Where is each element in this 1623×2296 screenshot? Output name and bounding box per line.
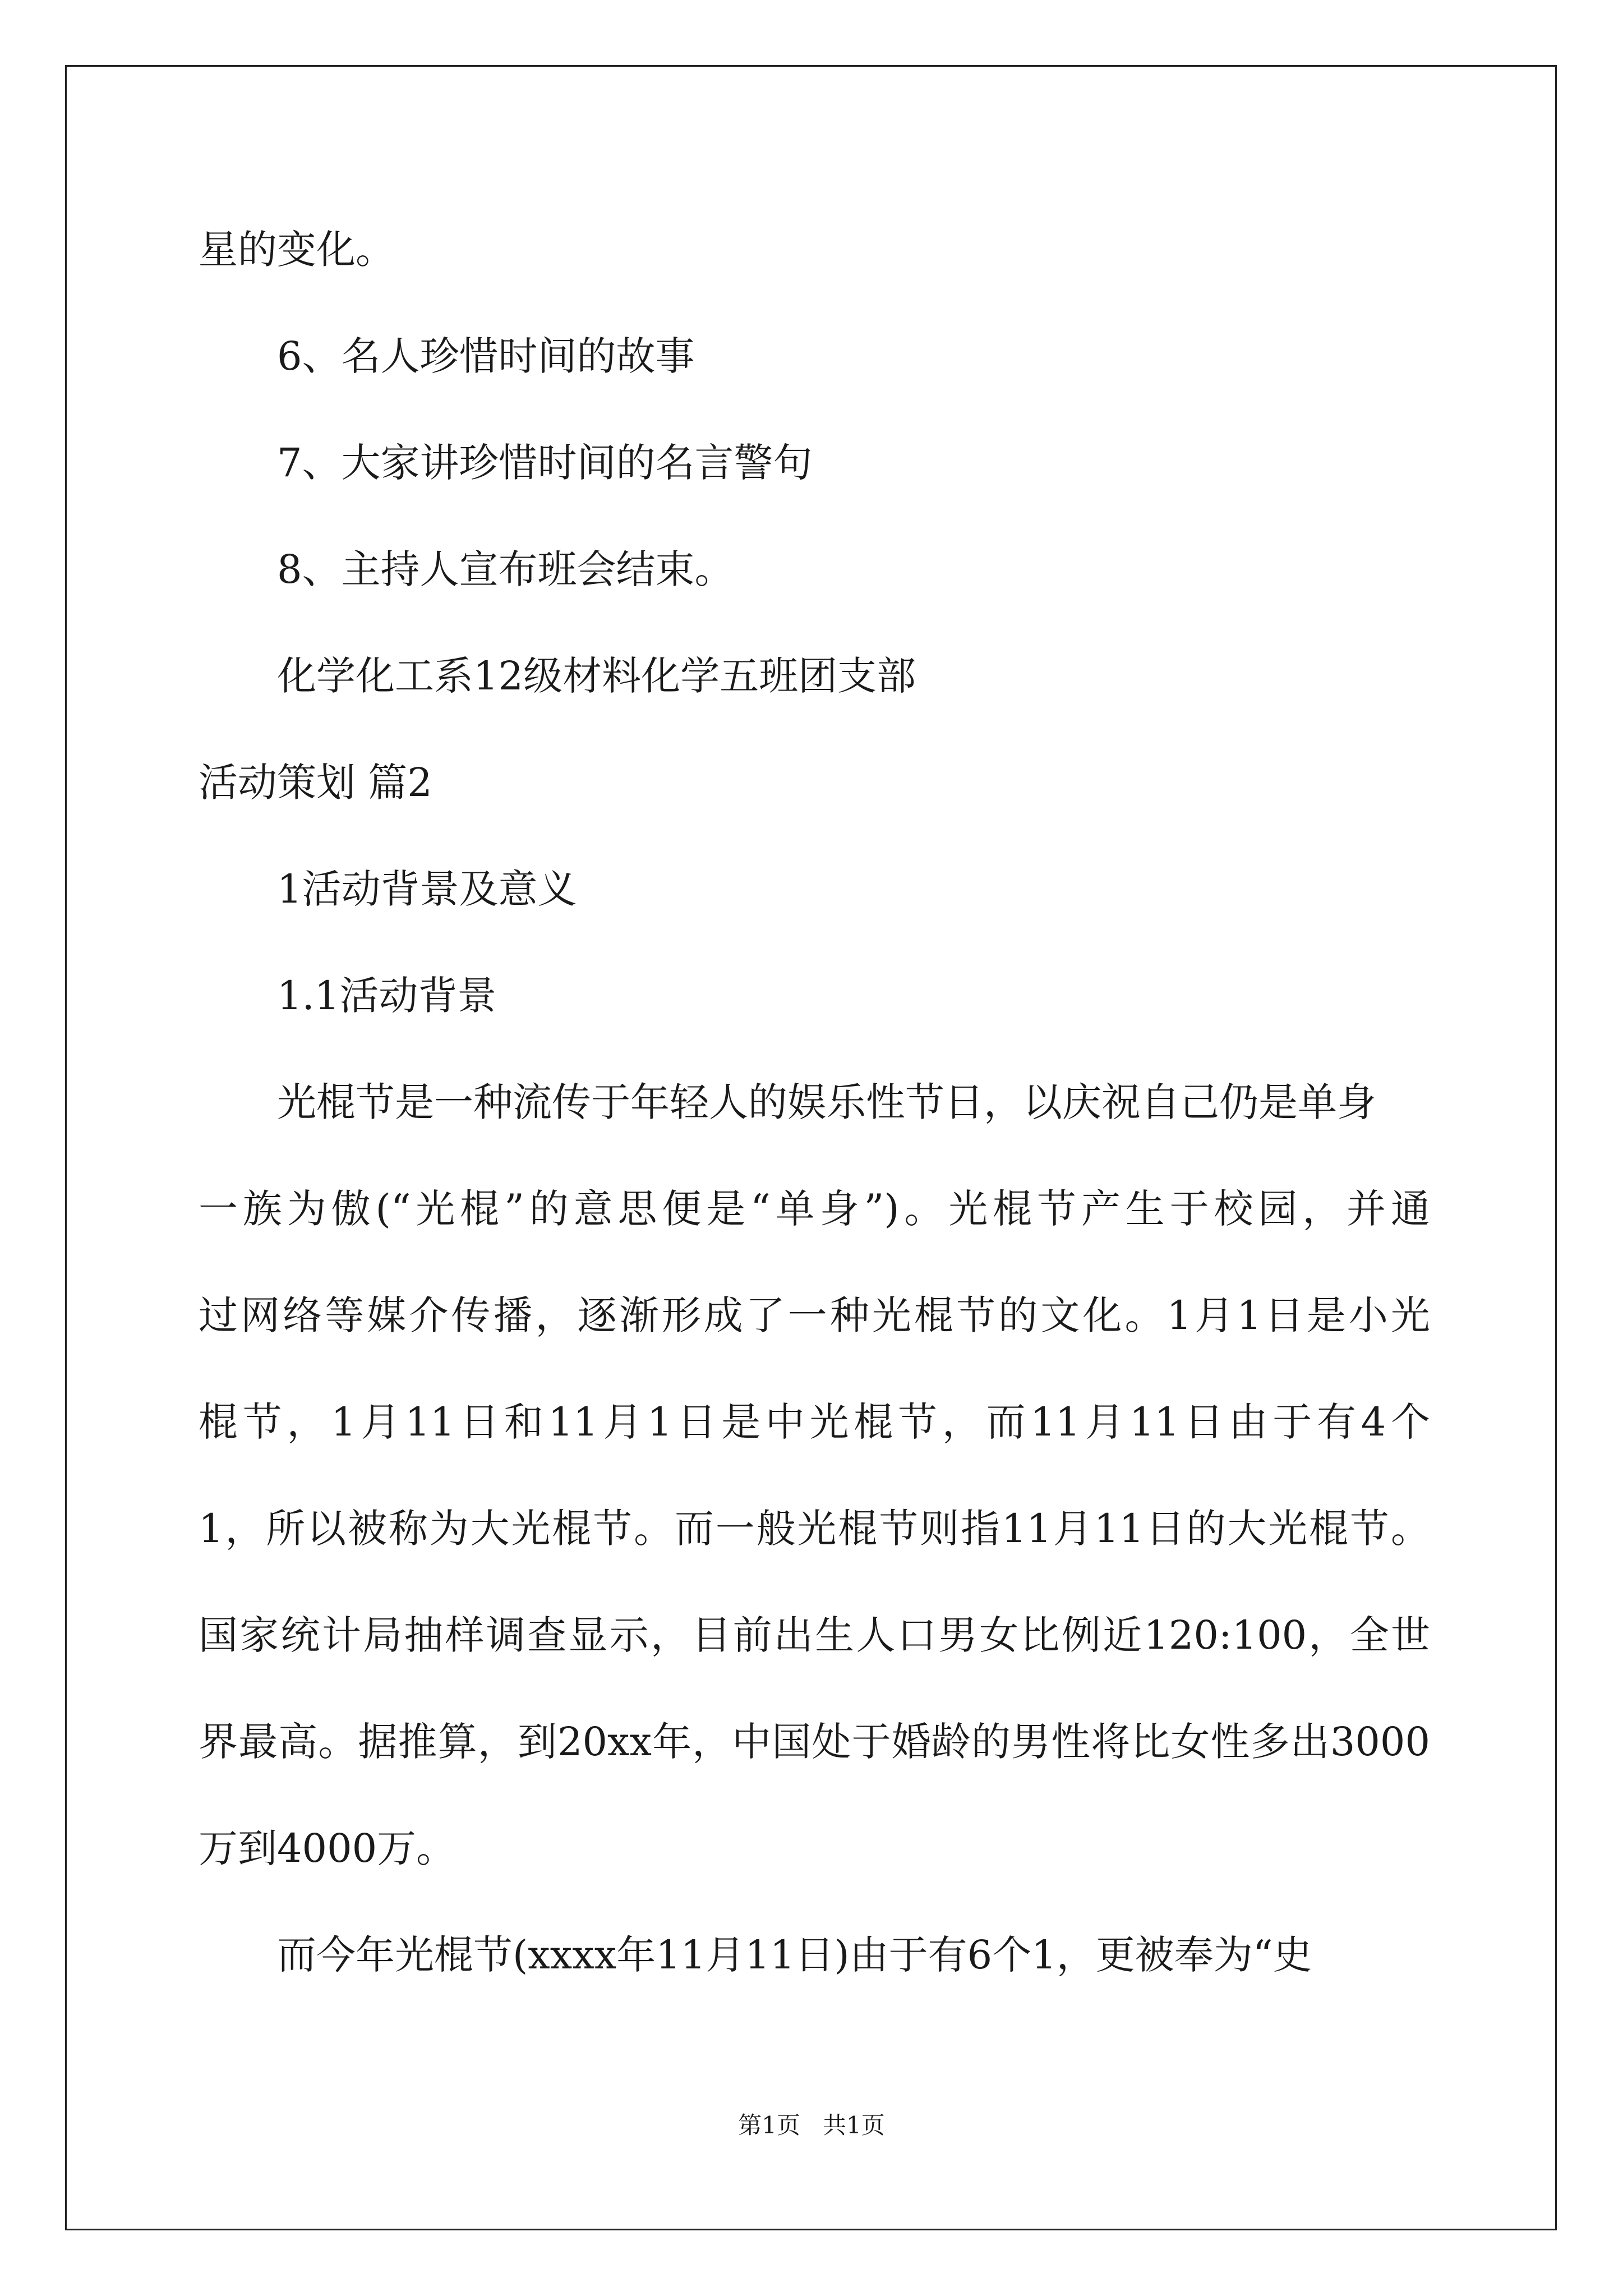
list-item: 6、名人珍惜时间的故事 [277, 333, 695, 379]
paragraph-line: 一族为傲(“光棍”的意思便是“单身”)。光棍节产生于校园，并通 [199, 1186, 1430, 1232]
section-heading: 活动策划 篇2 [199, 760, 432, 806]
list-item: 7、大家讲珍惜时间的名言警句 [277, 440, 813, 486]
paragraph-line: 界最高。据推算，到20xx年，中国处于婚龄的男性将比女性多出3000 [199, 1719, 1430, 1765]
text-line: 星的变化。 [199, 227, 395, 273]
paragraph-line: 而今年光棍节(xxxx年11月11日)由于有6个1，更被奉为“史 [277, 1932, 1312, 1978]
paragraph-line: 棍节，1月11日和11月1日是中光棍节，而11月11日由于有4个 [199, 1399, 1430, 1445]
subsection-heading: 1.1活动背景 [277, 973, 497, 1019]
page-footer: 第1页 共1页 [738, 2111, 885, 2139]
subsection-heading: 1活动背景及意义 [277, 866, 577, 912]
paragraph-line: 万到4000万。 [199, 1825, 456, 1871]
paragraph-line: 国家统计局抽样调查显示，目前出生人口男女比例近120:100，全世 [199, 1612, 1430, 1658]
paragraph-line: 光棍节是一种流传于年轻人的娱乐性节日，以庆祝自己仍是单身 [277, 1079, 1376, 1125]
page-border [65, 65, 1557, 2230]
paragraph-line: 过网络等媒介传播，逐渐形成了一种光棍节的文化。1月1日是小光 [199, 1292, 1430, 1338]
paragraph-line: 1，所以被称为大光棍节。而一般光棍节则指11月11日的大光棍节。 [199, 1506, 1430, 1552]
signature-line: 化学化工系12级材料化学五班团支部 [277, 653, 916, 699]
list-item: 8、主持人宣布班会结束。 [277, 546, 734, 592]
